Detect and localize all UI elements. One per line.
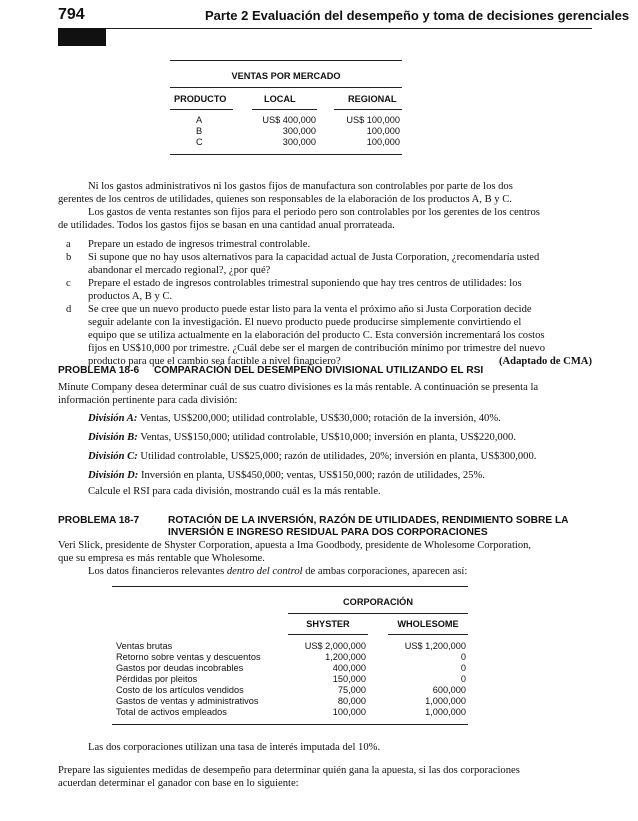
table-rule (288, 634, 368, 635)
list-item (88, 450, 592, 469)
product-cell: A (196, 115, 203, 125)
wholesome-cell: 600,000 (432, 685, 466, 695)
division-list (88, 412, 592, 488)
shyster-cell: 150,000 (332, 674, 366, 684)
text-line: gerentes de los centros de utilidades, quienes son responsables de la elaboración de los productos A, B y C. (58, 194, 512, 205)
row-label: Gastos de ventas y administrativos (116, 696, 259, 706)
table-rule (288, 613, 468, 614)
text-line: Prepare las siguientes medidas de desempeño para determinar quién gana la apuesta, si las dos corporaciones (58, 765, 520, 776)
problem-18-6-heading (58, 365, 483, 376)
problem-18-6-intro (58, 381, 592, 407)
division-name: División C: (88, 451, 138, 462)
item-letter: c (66, 278, 71, 289)
division-text: Inversión en planta, US$450,000; ventas, US$150,000; razón de utilidades, 25%. (140, 470, 485, 481)
row-label: Ventas brutas (116, 641, 173, 651)
wholesome-cell: 1,000,000 (425, 696, 466, 706)
shyster-cell: 400,000 (332, 663, 366, 673)
header-block (58, 28, 106, 46)
shyster-cell: 75,000 (337, 685, 366, 695)
sales-by-market-table (170, 60, 402, 155)
text-line: Ni los gastos administrativos ni los gastos fijos de manufactura son controlables por parte de los dos (88, 181, 513, 192)
wholesome-cell: 0 (460, 652, 466, 662)
division-name: División D: (88, 470, 139, 481)
regional-cell: 100,000 (366, 126, 400, 136)
regional-cell: US$ 100,000 (346, 115, 400, 125)
list-item (58, 238, 592, 251)
problem-18-6-closing: Calcule el RSI para cada división, mostrando cuál es la más rentable. (88, 486, 381, 497)
text-line: Minute Company desea determinar cuál de sus cuatro divisiones es la más rentable. A continuación se presenta la (58, 382, 539, 393)
table-rule (170, 60, 402, 61)
text-line: acuerdan determinar el ganador con base en lo siguiente: (58, 778, 299, 789)
item-text: productos A, B y C. (88, 291, 173, 302)
table-title: VENTAS POR MERCADO (231, 71, 341, 81)
item-text: Prepare el estado de ingresos controlables trimestral suponiendo que hay tres centros de utilidades: los (88, 278, 522, 289)
shyster-cell: 80,000 (337, 696, 366, 706)
problem-title: INVERSIÓN E INGRESO RESIDUAL PARA DOS CORPORACIONES (168, 527, 488, 538)
item-letter: d (66, 304, 72, 315)
product-cell: C (196, 137, 203, 147)
text-span-italic: dentro del control (226, 566, 303, 577)
table-rule (112, 586, 468, 587)
wholesome-cell: 1,000,000 (425, 707, 466, 717)
final-instructions (58, 764, 592, 790)
item-text: Si supone que no hay usos alternativos para la capacidad actual de Justa Corporation, ¿recomendaría usted (88, 252, 540, 263)
header-rule (58, 28, 592, 29)
rate-note: Las dos corporaciones utilizan una tasa de interés imputada del 10%. (88, 742, 381, 753)
row-label: Costo de los artículos vendidos (116, 685, 244, 695)
table-rule (112, 724, 468, 725)
column-header: LOCAL (264, 94, 296, 104)
row-label: Total de activos empleados (116, 707, 227, 717)
item-text: equipo que se utiliza actualmente en la elaboración del producto C. Esta conversión incrementará los costos (88, 330, 545, 341)
row-label: Retorno sobre ventas y descuentos (116, 652, 261, 662)
item-text: producto para que el cambio sea factible a nivel financiero? (88, 356, 341, 367)
text-line: de utilidades. Todos los gastos fijos se basan en una cantidad anual prorrateada. (58, 220, 395, 231)
chapter-header: Parte 2 Evaluación del desempeño y toma de decisiones gerenciales (205, 8, 630, 23)
text-line: que su empresa es más rentable que Wholesome. (58, 553, 265, 564)
row-label: Gastos por deudas incobrables (116, 663, 244, 673)
problem-title: COMPARACIÓN DEL DESEMPEÑO DIVISIONAL UTILIZANDO EL RSI (153, 365, 484, 376)
table-rule (252, 109, 317, 110)
item-text: abandonar el mercado regional?, ¿por qué? (88, 265, 271, 276)
division-name: División A: (88, 413, 138, 424)
item-letter: b (66, 252, 72, 263)
item-text: Prepare un estado de ingresos trimestral controlable. (88, 239, 311, 250)
text-span: de ambas corporaciones, aparecen así: (302, 566, 468, 577)
text-span: Los datos financieros relevantes (88, 566, 227, 577)
list-item (58, 303, 592, 368)
shyster-cell: US$ 2,000,000 (304, 641, 366, 651)
text-line: Veri Slick, presidente de Shyster Corporation, apuesta a Ima Goodbody, presidente de Wholesome Corporation, (58, 540, 532, 551)
table-rule (334, 109, 402, 110)
item-letter: a (66, 239, 71, 250)
wholesome-cell: 0 (460, 674, 466, 684)
question-list (58, 238, 592, 368)
table-rule (170, 109, 233, 110)
table-rule (170, 87, 402, 88)
row-label: Pérdidas por pleitos (116, 674, 198, 684)
table-rule (170, 154, 402, 155)
list-item (88, 412, 592, 431)
local-cell: 300,000 (282, 126, 316, 136)
list-item (88, 431, 592, 450)
shyster-cell: 100,000 (332, 707, 366, 717)
local-cell: US$ 400,000 (262, 115, 316, 125)
table-rule (388, 634, 468, 635)
group-header: CORPORACIÓN (343, 597, 413, 607)
problem-label: PROBLEMA 18-7 (58, 515, 140, 526)
intro-text (58, 180, 592, 232)
item-text: seguir adelante con la investigación. El nuevo producto puede producirse simplemente convirtiendo el (88, 317, 522, 328)
problem-label: PROBLEMA 18-6 (58, 365, 140, 376)
text-line: Los gastos de venta restantes son fijos para el periodo pero son controlables por los gerentes de los centros (88, 207, 540, 218)
source-note: (Adaptado de CMA) (499, 356, 592, 367)
column-header: SHYSTER (306, 619, 350, 629)
page-number: 794 (58, 6, 85, 23)
local-cell: 300,000 (282, 137, 316, 147)
wholesome-cell: 0 (460, 663, 466, 673)
column-header: REGIONAL (348, 94, 397, 104)
item-text: Se cree que un nuevo producto puede estar listo para la venta el próximo año si Justa Corporation decide (88, 304, 532, 315)
problem-18-7-intro (58, 539, 592, 578)
division-text: Ventas, US$200,000; utilidad controlable, US$30,000; rotación de la inversión, 40%. (139, 413, 501, 424)
division-text: Ventas, US$150,000; utilidad controlable, US$10,000; inversión en planta, US$220,000. (140, 432, 516, 443)
wholesome-cell: US$ 1,200,000 (404, 641, 466, 651)
list-item (58, 277, 592, 303)
product-cell: B (196, 126, 203, 136)
problem-title: ROTACIÓN DE LA INVERSIÓN, RAZÓN DE UTILIDADES, RENDIMIENTO SOBRE LA (168, 515, 569, 526)
division-text: Utilidad controlable, US$25,000; razón de utilidades, 20%; inversión en planta, US$300,000. (140, 451, 537, 462)
list-item (58, 251, 592, 277)
text-line (58, 565, 592, 578)
item-text: fijos en US$10,000 por trimestre. ¿Cuál debe ser el margen de contribución mínimo por trimestre del nuevo (88, 343, 545, 354)
regional-cell: 100,000 (366, 137, 400, 147)
column-header: WHOLESOME (397, 619, 459, 629)
division-name: División B: (88, 432, 138, 443)
corporation-table (112, 586, 468, 726)
text-line: información pertinente para cada división: (58, 395, 238, 406)
column-header: PRODUCTO (174, 94, 227, 104)
shyster-cell: 1,200,000 (325, 652, 366, 662)
